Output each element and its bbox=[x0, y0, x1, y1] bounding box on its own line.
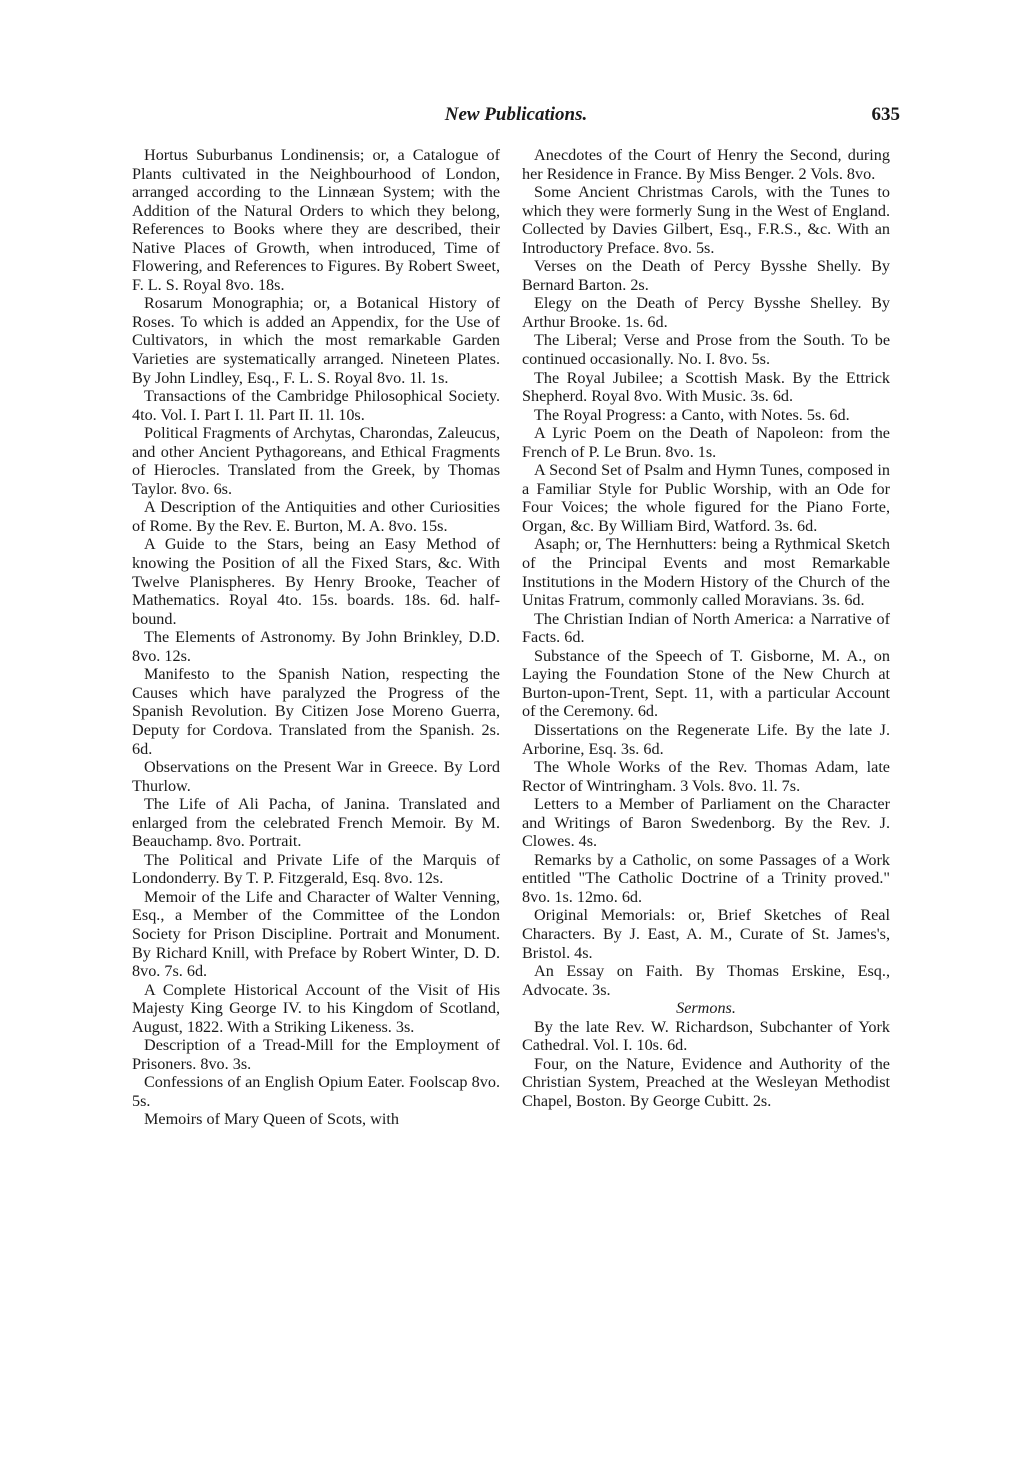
list-item: The Royal Jubilee; a Scottish Mask. By the Ettrick Shepherd. Royal 8vo. With Music. 3s. 6d. bbox=[522, 368, 890, 406]
list-item: A Lyric Poem on the Death of Napoleon: from the French of P. Le Brun. 8vo. 1s. bbox=[522, 424, 890, 461]
list-item: Description of a Tread-Mill for the Employment of Prisoners. 8vo. 3s. bbox=[132, 1036, 500, 1073]
list-item: Original Memorials: or, Brief Sketches of Real Characters. By J. East, A. M., Curate of St. James's, Bristol. 4s. bbox=[522, 906, 890, 962]
list-item: Memoirs of Mary Queen of Scots, with bbox=[144, 1110, 399, 1129]
list-item: The Liberal; Verse and Prose from the South. To be continued occasionally. No. I. 8vo. 5s. bbox=[522, 331, 890, 369]
list-item: A Description of the Antiquities and other Curiosities of Rome. By the Rev. E. Burton, M. A. 8vo. 15s. bbox=[132, 498, 500, 535]
list-item: By the late Rev. W. Richardson, Subchanter of York Cathedral. Vol. I. 10s. 6d. bbox=[522, 1017, 890, 1055]
list-item: Memoir of the Life and Character of Walter Venning, Esq., a Member of the Committee of the London Society for Prison Discipline. Portrait and Monument. By Richard Knill, with Preface by Robert Winter, D. D. 8vo. 7s. 6d. bbox=[132, 887, 500, 981]
list-item: The Political and Private Life of the Marquis of Londonderry. By T. P. Fitzgerald, Esq. 8vo. 12s. bbox=[132, 850, 500, 888]
list-item: Anecdotes of the Court of Henry the Second, during her Residence in France. By Miss Benger. 2 Vols. 8vo. bbox=[522, 146, 890, 183]
list-item: Some Ancient Christmas Carols, with the Tunes to which they were formerly Sung in the West of England. Collected by Davies Gilbert, Esq., F.R.S., &c. With an Introductory Preface. 8vo. 5s. bbox=[522, 183, 890, 257]
list-item: Dissertations on the Regenerate Life. By the late J. Arborine, Esq. 3s. 6d. bbox=[522, 720, 890, 758]
list-item: Elegy on the Death of Percy Bysshe Shelley. By Arthur Brooke. 1s. 6d. bbox=[522, 294, 890, 331]
list-item: A Second Set of Psalm and Hymn Tunes, composed in a Familiar Style for Public Worship, with an Ode for Four Voices; the whole figured for the Piano Forte, Organ, &c. By William Bird, Watford. 3s. 6d. bbox=[522, 461, 890, 535]
running-title: New Publications. bbox=[444, 104, 588, 125]
list-item: A Guide to the Stars, being an Easy Method of knowing the Position of all the Fixed Stars, &c. With Twelve Planispheres. By Henry Brooke, Teacher of Mathematics. Royal 4to. 15s. boards. 18s. 6d. half-bound. bbox=[132, 535, 500, 628]
list-item: Four, on the Nature, Evidence and Authority of the Christian System, Preached at the Wesleyan Methodist Chapel, Boston. By George Cubitt. 2s. bbox=[522, 1054, 890, 1110]
list-item: Manifesto to the Spanish Nation, respecting the Causes which have paralyzed the Progress of the Spanish Revolution. By Citizen Jose Moreno Guerra, Deputy for Cordova. Translated from the Spanish. 2s. 6d. bbox=[132, 665, 500, 758]
list-item: Asaph; or, The Hernhutters: being a Rythmical Sketch of the Principal Events and most Remarkable Institutions in the Modern History of the Church of the Unitas Fratrum, commonly called Moravians. 3s. 6d. bbox=[522, 535, 890, 610]
list-item: Confessions of an English Opium Eater. Foolscap 8vo. 5s. bbox=[132, 1073, 500, 1110]
list-item: Remarks by a Catholic, on some Passages of a Work entitled "The Catholic Doctrine of a Trinity proved." 8vo. 1s. 12mo. 6d. bbox=[522, 850, 890, 906]
list-item: Observations on the Present War in Greece. By Lord Thurlow. bbox=[132, 758, 500, 795]
list-item: Substance of the Speech of T. Gisborne, M. A., on Laying the Foundation Stone of the New Church at Burton-upon-Trent, Sept. 11, with a particular Account of the Ceremony. 6d. bbox=[522, 646, 890, 721]
list-item: An Essay on Faith. By Thomas Erskine, Esq., Advocate. 3s. bbox=[522, 962, 890, 999]
left-column bbox=[132, 146, 500, 1129]
list-item: The Life of Ali Pacha, of Janina. Translated and enlarged from the celebrated French Memoir. By M. Beauchamp. 8vo. Portrait. bbox=[132, 795, 500, 851]
list-item: Verses on the Death of Percy Bysshe Shelly. By Bernard Barton. 2s. bbox=[522, 257, 890, 294]
page-number: 635 bbox=[871, 104, 900, 125]
list-item: The Elements of Astronomy. By John Brinkley, D.D. 8vo. 12s. bbox=[132, 628, 500, 665]
right-column bbox=[522, 146, 890, 1110]
list-item: The Christian Indian of North America: a Narrative of Facts. 6d. bbox=[522, 609, 890, 647]
list-item: Hortus Suburbanus Londinensis; or, a Catalogue of Plants cultivated in the Neighbourhood of London, arranged according to the Linnæan System; with the Addition of the Natural Orders to which they belong, References to Books where they are described, their Native Places of Growth, when introduced, Time of Flowering, and References to Figures. By Robert Sweet, F. L. S. Royal 8vo. 18s. bbox=[132, 146, 500, 294]
list-item: Rosarum Monographia; or, a Botanical History of Roses. To which is added an Appendix, for the Use of Cultivators, in which the most remarkable Garden Varieties are systematically arranged. Nineteen Plates. By John Lindley, Esq., F. L. S. Royal 8vo. 1l. 1s. bbox=[132, 294, 500, 387]
list-item: The Whole Works of the Rev. Thomas Adam, late Rector of Wintringham. 3 Vols. 8vo. 1l. 7s. bbox=[522, 758, 890, 795]
section-heading: Sermons. bbox=[676, 999, 736, 1018]
list-item: Transactions of the Cambridge Philosophical Society. 4to. Vol. I. Part I. 1l. Part II. 1l. 10s. bbox=[132, 387, 500, 424]
list-item: Letters to a Member of Parliament on the Character and Writings of Baron Swedenborg. By the Rev. J. Clowes. 4s. bbox=[522, 795, 890, 851]
page-header bbox=[132, 100, 900, 128]
list-item: Political Fragments of Archytas, Charondas, Zaleucus, and other Ancient Pythagoreans, and Ethical Fragments of Hierocles. Translated from the Greek, by Thomas Taylor. 8vo. 6s. bbox=[132, 424, 500, 498]
list-item: The Royal Progress: a Canto, with Notes. 5s. 6d. bbox=[534, 405, 850, 424]
list-item: A Complete Historical Account of the Visit of His Majesty King George IV. to his Kingdom of Scotland, August, 1822. With a Striking Likeness. 3s. bbox=[132, 980, 500, 1036]
